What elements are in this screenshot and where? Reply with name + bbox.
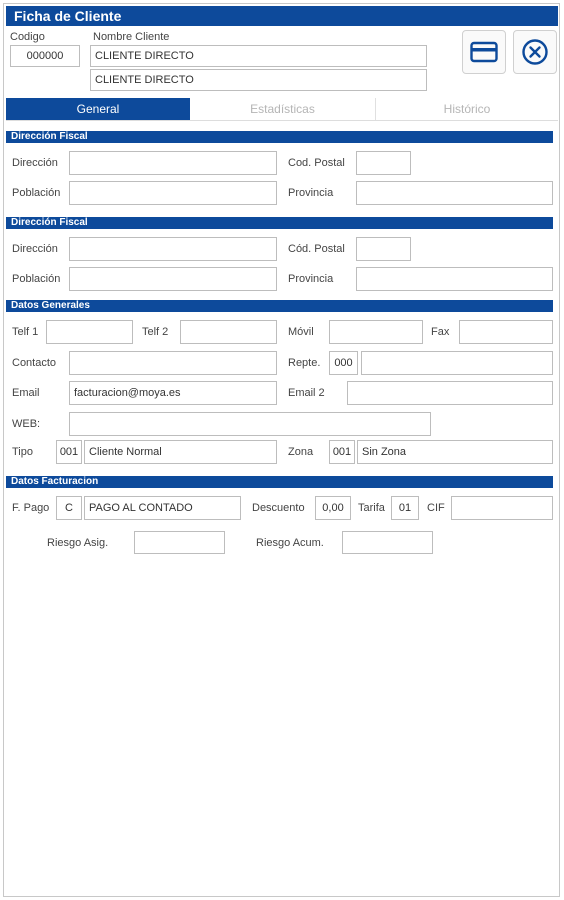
cod-postal-2-label: Cód. Postal xyxy=(288,243,345,255)
telf2-label: Telf 2 xyxy=(142,326,169,338)
tipo-label: Tipo xyxy=(12,446,33,458)
web-label: WEB: xyxy=(12,418,41,430)
provincia-2-field[interactable] xyxy=(356,267,553,291)
fax-field[interactable] xyxy=(459,320,553,344)
riesgo-asig-label: Riesgo Asig. xyxy=(47,537,109,549)
cif-label: CIF xyxy=(427,502,445,514)
web-field[interactable] xyxy=(69,412,431,436)
nombre-cliente-label: Nombre Cliente xyxy=(93,31,170,43)
codigo-label: Codigo xyxy=(10,31,45,43)
zona-code-field[interactable]: 001 xyxy=(329,440,355,464)
fpago-label: F. Pago xyxy=(12,502,50,514)
tab-general[interactable]: General xyxy=(6,98,190,120)
nombre-cliente-field[interactable]: CLIENTE DIRECTO xyxy=(90,45,427,67)
direccion-2-label: Dirección xyxy=(12,243,58,255)
section-direccion-fiscal-2: Dirección Fiscal xyxy=(6,217,553,229)
zona-label: Zona xyxy=(288,446,314,458)
email2-label: Email 2 xyxy=(288,387,325,399)
provincia-field[interactable] xyxy=(356,181,553,205)
contacto-field[interactable] xyxy=(69,351,277,375)
email-label: Email xyxy=(12,387,40,399)
section-direccion-fiscal-1: Dirección Fiscal xyxy=(6,131,553,143)
riesgo-asig-field[interactable] xyxy=(134,531,225,554)
zona-name-field[interactable]: Sin Zona xyxy=(357,440,553,464)
cod-postal-field[interactable] xyxy=(356,151,411,175)
tarifa-field[interactable]: 01 xyxy=(391,496,419,520)
fax-label: Fax xyxy=(431,326,450,338)
repte-label: Repte. xyxy=(288,357,321,369)
descuento-field[interactable]: 0,00 xyxy=(315,496,351,520)
movil-field[interactable] xyxy=(329,320,423,344)
cod-postal-label: Cod. Postal xyxy=(288,157,345,169)
fpago-name-field[interactable]: PAGO AL CONTADO xyxy=(84,496,241,520)
riesgo-acum-field[interactable] xyxy=(342,531,433,554)
direccion-2-field[interactable] xyxy=(69,237,277,261)
descuento-label: Descuento xyxy=(252,502,305,514)
poblacion-field[interactable] xyxy=(69,181,277,205)
nombre-comercial-field[interactable]: CLIENTE DIRECTO xyxy=(90,69,427,91)
codigo-field[interactable]: 000000 xyxy=(10,45,80,67)
tab-historico[interactable]: Histórico xyxy=(375,98,558,120)
provincia-label: Provincia xyxy=(288,187,334,199)
section-datos-facturacion: Datos Facturacion xyxy=(6,476,553,488)
email2-field[interactable] xyxy=(347,381,553,405)
repte-code-field[interactable]: 000 xyxy=(329,351,358,375)
telf2-field[interactable] xyxy=(180,320,277,344)
close-circle-icon xyxy=(521,38,549,66)
cif-field[interactable] xyxy=(451,496,553,520)
cod-postal-2-field[interactable] xyxy=(356,237,411,261)
provincia-2-label: Provincia xyxy=(288,273,334,285)
riesgo-acum-label: Riesgo Acum. xyxy=(256,537,324,549)
poblacion-2-field[interactable] xyxy=(69,267,277,291)
save-button[interactable] xyxy=(462,30,506,74)
tab-bar xyxy=(6,98,558,121)
tipo-name-field[interactable]: Cliente Normal xyxy=(84,440,277,464)
telf1-label: Telf 1 xyxy=(12,326,39,338)
close-button[interactable] xyxy=(513,30,557,74)
direccion-field[interactable] xyxy=(69,151,277,175)
window-title: Ficha de Cliente xyxy=(6,6,558,26)
telf1-field[interactable] xyxy=(46,320,133,344)
tarifa-label: Tarifa xyxy=(358,502,385,514)
poblacion-2-label: Población xyxy=(12,273,61,285)
email-field[interactable]: facturacion@moya.es xyxy=(69,381,277,405)
tipo-code-field[interactable]: 001 xyxy=(56,440,82,464)
movil-label: Móvil xyxy=(288,326,314,338)
direccion-label: Dirección xyxy=(12,157,58,169)
repte-name-field[interactable] xyxy=(361,351,553,375)
card-icon xyxy=(470,41,498,63)
fpago-code-field[interactable]: C xyxy=(56,496,82,520)
poblacion-label: Población xyxy=(12,187,61,199)
contacto-label: Contacto xyxy=(12,357,57,369)
section-datos-generales: Datos Generales xyxy=(6,300,553,312)
tab-estadisticas[interactable]: Estadísticas xyxy=(250,102,315,116)
